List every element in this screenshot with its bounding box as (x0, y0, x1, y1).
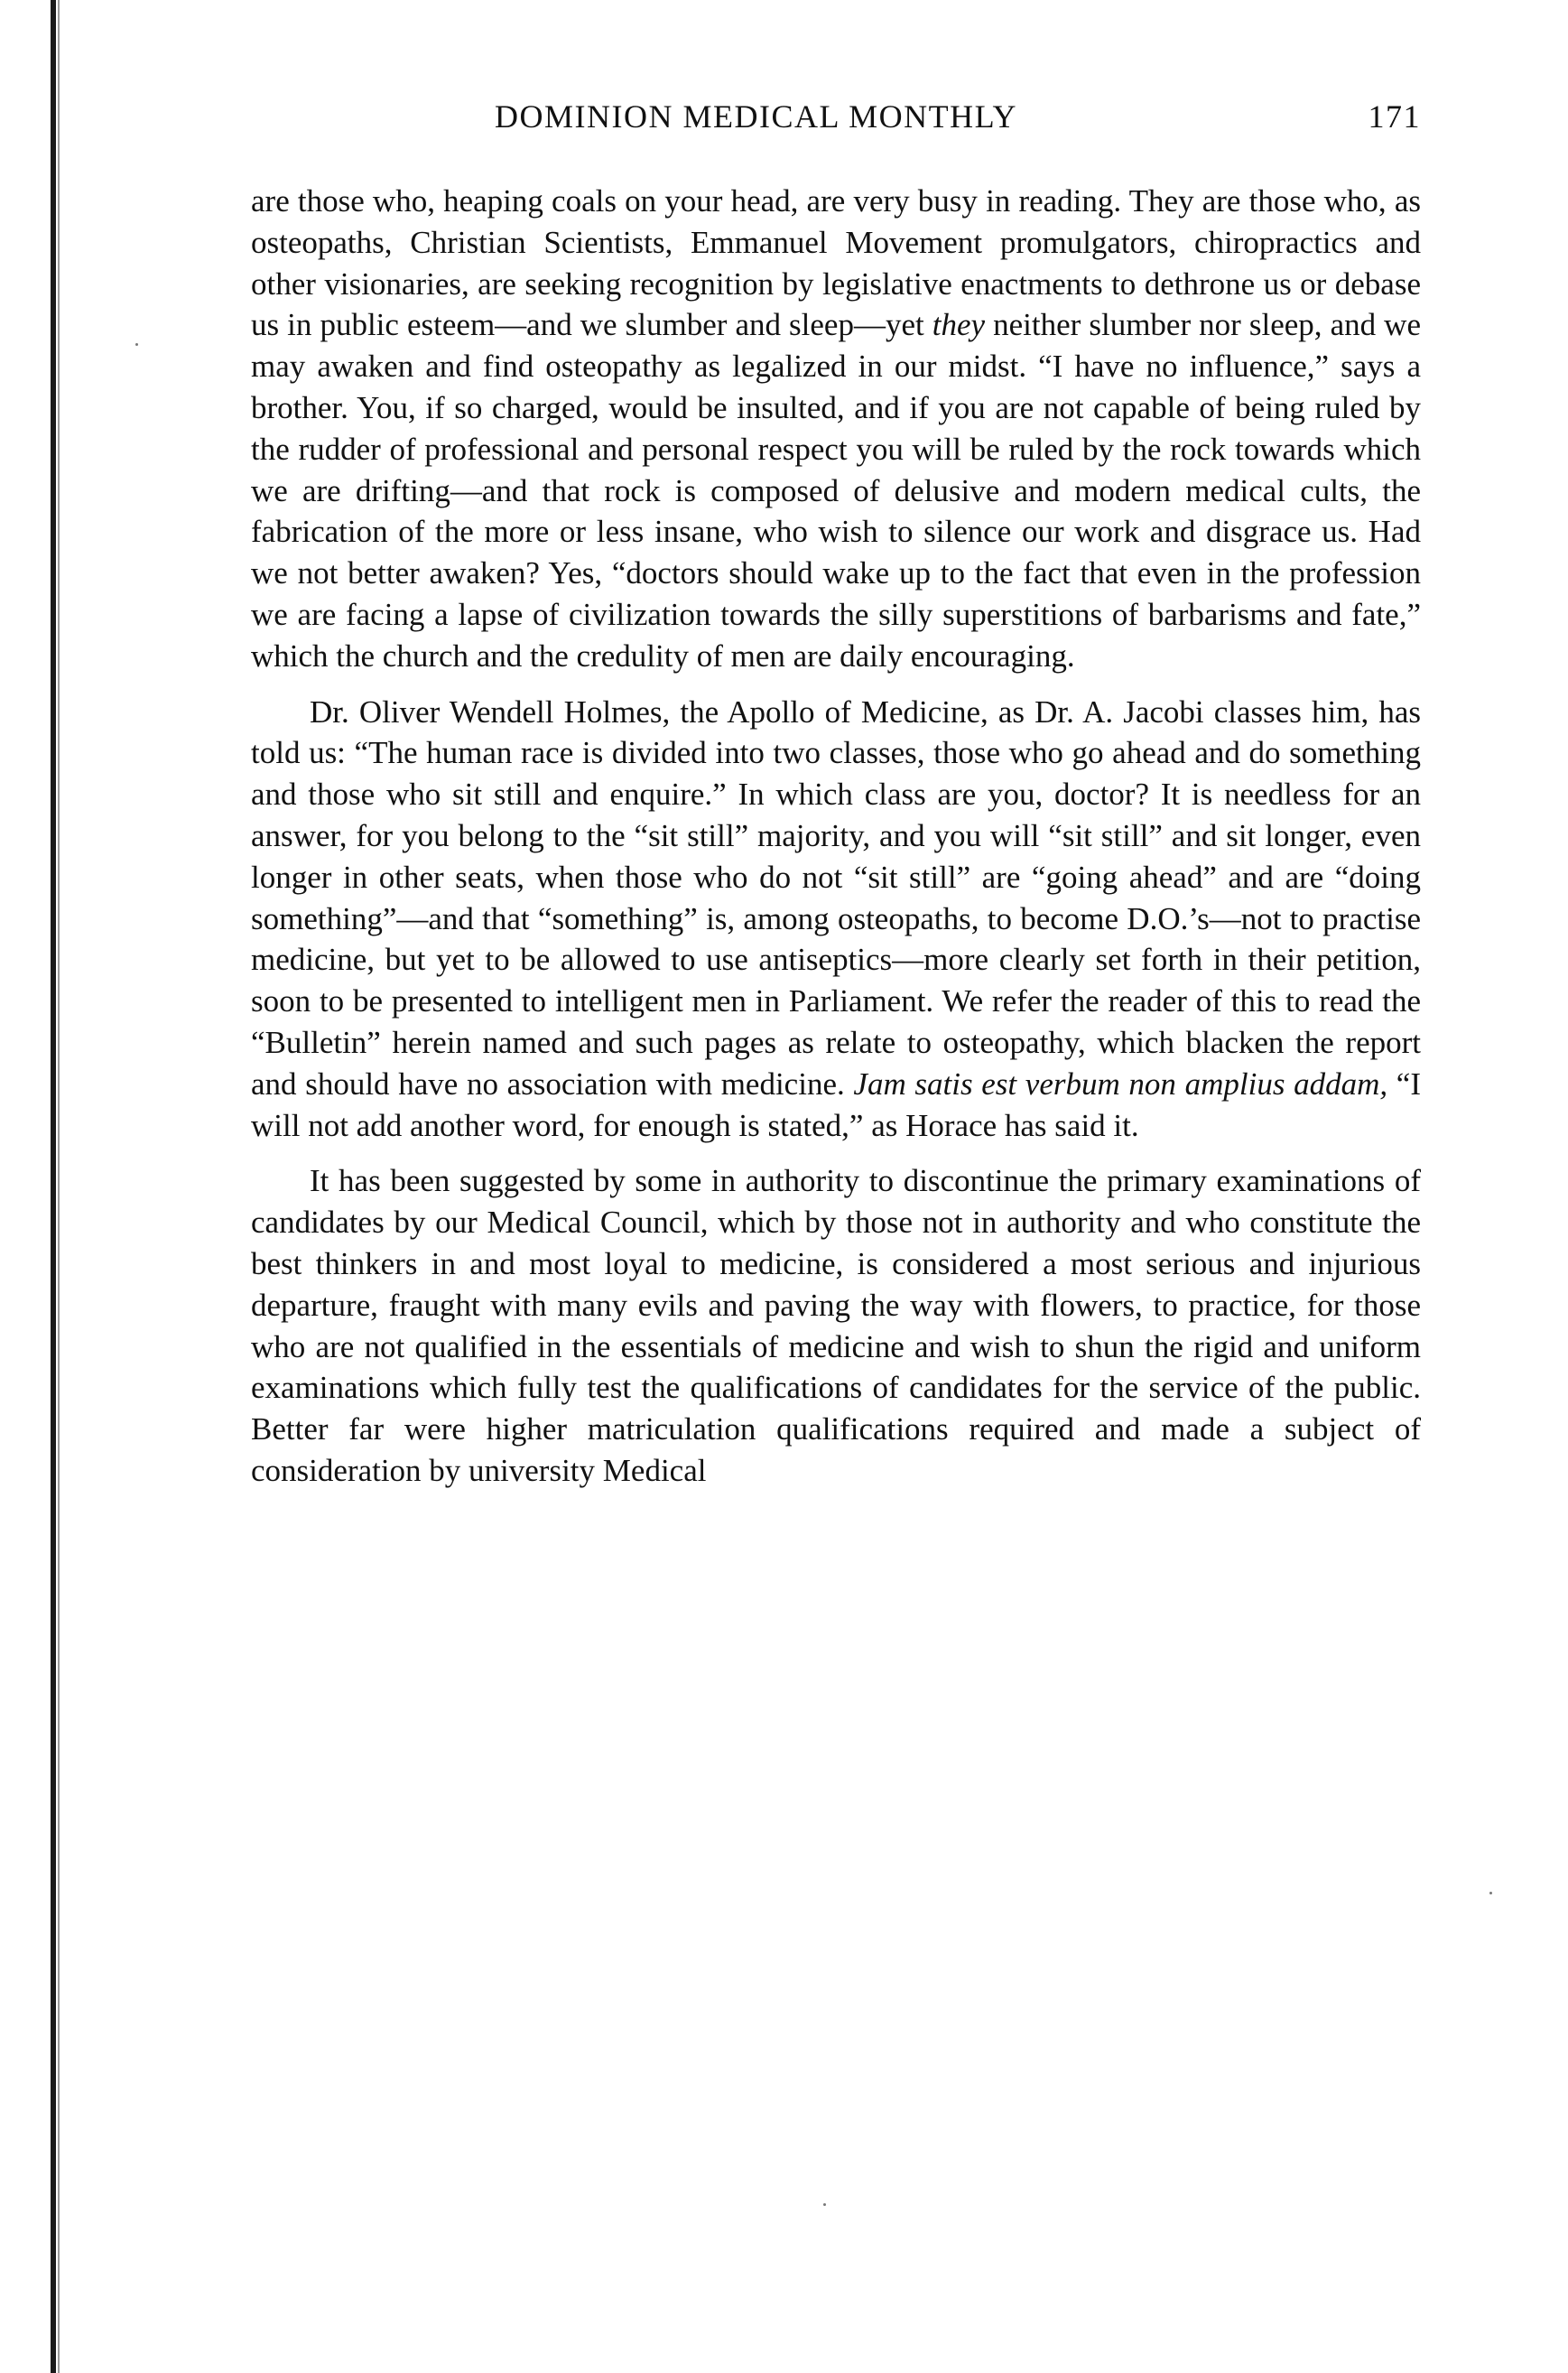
scan-binding-shadow (58, 0, 60, 2373)
article-body (251, 181, 1421, 1492)
scan-speck (823, 2203, 826, 2206)
paragraph-1 (251, 181, 1421, 677)
text-run: neither slumber nor sleep, and we may awaken and find osteopathy as legalized in our midst. “I have no influence,” says a brother. You, if so charged, would be insulted, and if you are not capable of being ruled by the rudder of professional and personal respect you will be ruled by the rock towards which we are drifting—and that rock is composed of delusive and modern medical cults, the fabrication of the more or less insane, who wish to silence our work and disgrace us. Had we not better awaken? Yes, “doctors should wake up to the fact that even in the profession we are facing a lapse of civilization towards the silly superstitions of barbarisms and fate,” which the church and the credulity of men are daily encouraging. (251, 307, 1421, 674)
scan-speck (1489, 1892, 1492, 1894)
latin-quote: Jam satis est verbum non amplius addam, (853, 1066, 1388, 1102)
paragraph-2 (251, 692, 1421, 1147)
running-head: DOMINION MEDICAL MONTHLY (495, 98, 1018, 135)
scan-speck (135, 343, 138, 346)
text-run: It has been suggested by some in authority to discontinue the primary examinations of candidates by our Medical Council, which by those not in authority and who constitute the best thinkers in and most loyal to medicine, is considered a most serious and injurious departure, fraught with many evils and paving the way with flowers, to practice, for those who are not qualified in the essentials of medicine and wish to shun the rigid and uniform examinations which fully test the qualifications of candidates for the service of the public. Better far were higher matriculation qualifications required and made a subject of consideration by university Medical (251, 1163, 1421, 1488)
paragraph-3 (251, 1160, 1421, 1491)
page-number: 171 (1368, 98, 1421, 135)
text-run: are those who, heaping coals on your head, are very busy in reading. They are those who, as osteopaths, Christian Scientists, Emmanuel Movement promulgators, chiropractics and other visionaries, are seeking recognition by legislative enactments to dethrone us or debase us in public esteem—and we slumber and sleep—yet (251, 183, 1421, 343)
page-header (251, 98, 1421, 143)
text-run: “I will not add another word, for enough is stated,” as Horace has said it. (251, 1066, 1421, 1143)
scan-binding-edge (51, 0, 56, 2373)
italic-text-run: they (932, 307, 986, 343)
text-run: Dr. Oliver Wendell Holmes, the Apollo of Medicine, as Dr. A. Jacobi classes him, has told us: “The human race is divided into two classes, those who go ahead and do something and those who sit still and enquire.” In which class are you, doctor? It is needless for an answer, for you belong to the “sit still” majority, and you will “sit still” and sit longer, even longer in other seats, when those who do not “sit still” are “going ahead” and are “doing something”—and that “something” is, among osteopaths, to become D.O.’s—not to practise medicine, but yet to be allowed to use antiseptics—more clearly set forth in their petition, soon to be presented to intelligent men in Parliament. We refer the reader of this to read the “Bulletin” herein named and such pages as relate to osteopathy, which blacken the report and should have no association with medicine. (251, 693, 1421, 1102)
